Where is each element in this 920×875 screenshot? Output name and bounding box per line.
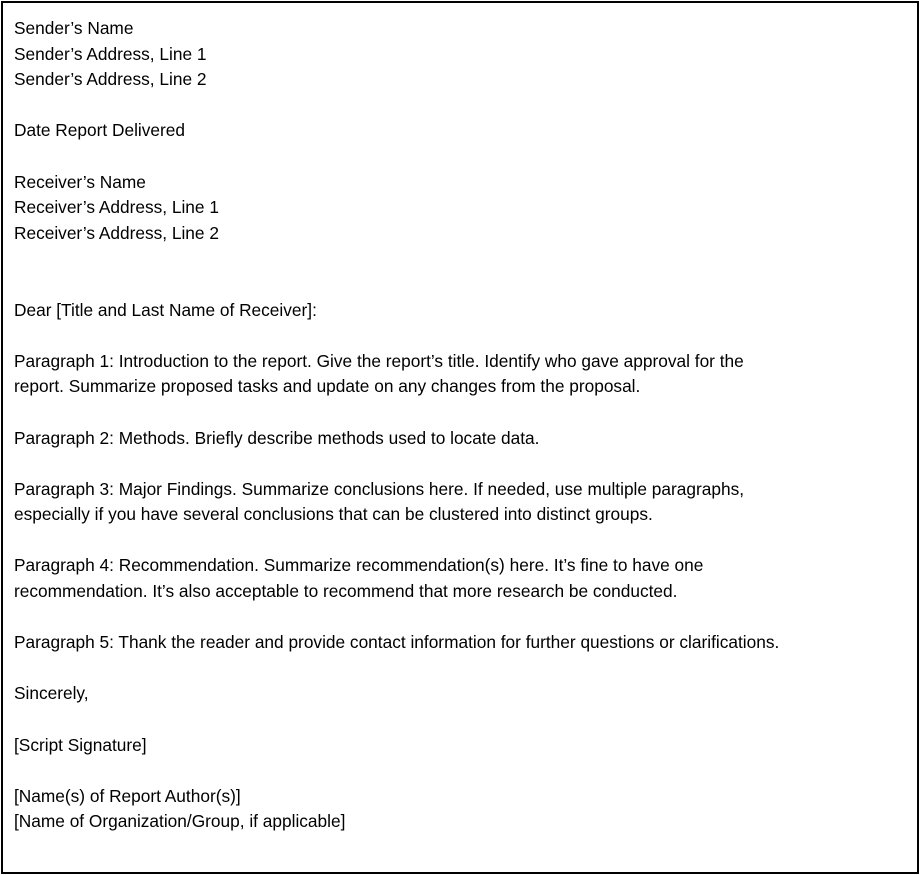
salutation: Dear [Title and Last Name of Receiver]: [14,299,317,320]
sender-address-line1: Sender’s Address, Line 1 [14,43,207,64]
letter-template-frame [1,1,919,874]
spacer [14,528,909,554]
receiver-name: Receiver’s Name [14,171,146,192]
closing: Sincerely, [14,683,89,704]
receiver-address-line1: Receiver’s Address, Line 1 [14,197,219,218]
sender-address-line2: Sender’s Address, Line 2 [14,69,207,90]
spacer [14,93,909,119]
date-line: Date Report Delivered [14,120,185,141]
paragraph-line: especially if you have several conclusions that can be clustered into distinct groups. [14,504,653,525]
paragraph-2 [14,426,909,452]
receiver-block [14,170,909,247]
paragraph-line: Paragraph 1: Introduction to the report. Give the report’s title. Identify who gave approval for the [14,350,744,371]
paragraph-line: Paragraph 5: Thank the reader and provide contact information for further questions or clarifications. [14,632,780,653]
receiver-address-line2: Receiver’s Address, Line 2 [14,222,219,243]
sender-block [14,16,909,93]
signature-placeholder: [Script Signature] [14,734,147,755]
paragraph-line: report. Summarize proposed tasks and update on any changes from the proposal. [14,376,641,397]
paragraph-line: recommendation. It’s also acceptable to recommend that more research be conducted. [14,581,678,602]
spacer [14,144,909,170]
spacer [14,246,909,297]
spacer [14,758,909,784]
paragraph-3 [14,477,909,528]
author-organization: [Name of Organization/Group, if applicable] [14,811,346,832]
paragraph-4 [14,553,909,604]
author-block [14,784,909,835]
paragraph-1 [14,349,909,400]
paragraph-line: Paragraph 2: Methods. Briefly describe methods used to locate data. [14,427,540,448]
paragraph-5 [14,630,909,656]
spacer [14,605,909,631]
sender-name: Sender’s Name [14,18,134,38]
spacer [14,707,909,733]
author-names: [Name(s) of Report Author(s)] [14,785,241,806]
spacer [14,451,909,477]
spacer [14,656,909,682]
spacer [14,400,909,426]
letter-body [14,16,909,835]
paragraph-line: Paragraph 4: Recommendation. Summarize recommendation(s) here. It’s fine to have one [14,555,704,576]
spacer [14,323,909,349]
paragraph-line: Paragraph 3: Major Findings. Summarize conclusions here. If needed, use multiple paragraphs, [14,478,745,499]
